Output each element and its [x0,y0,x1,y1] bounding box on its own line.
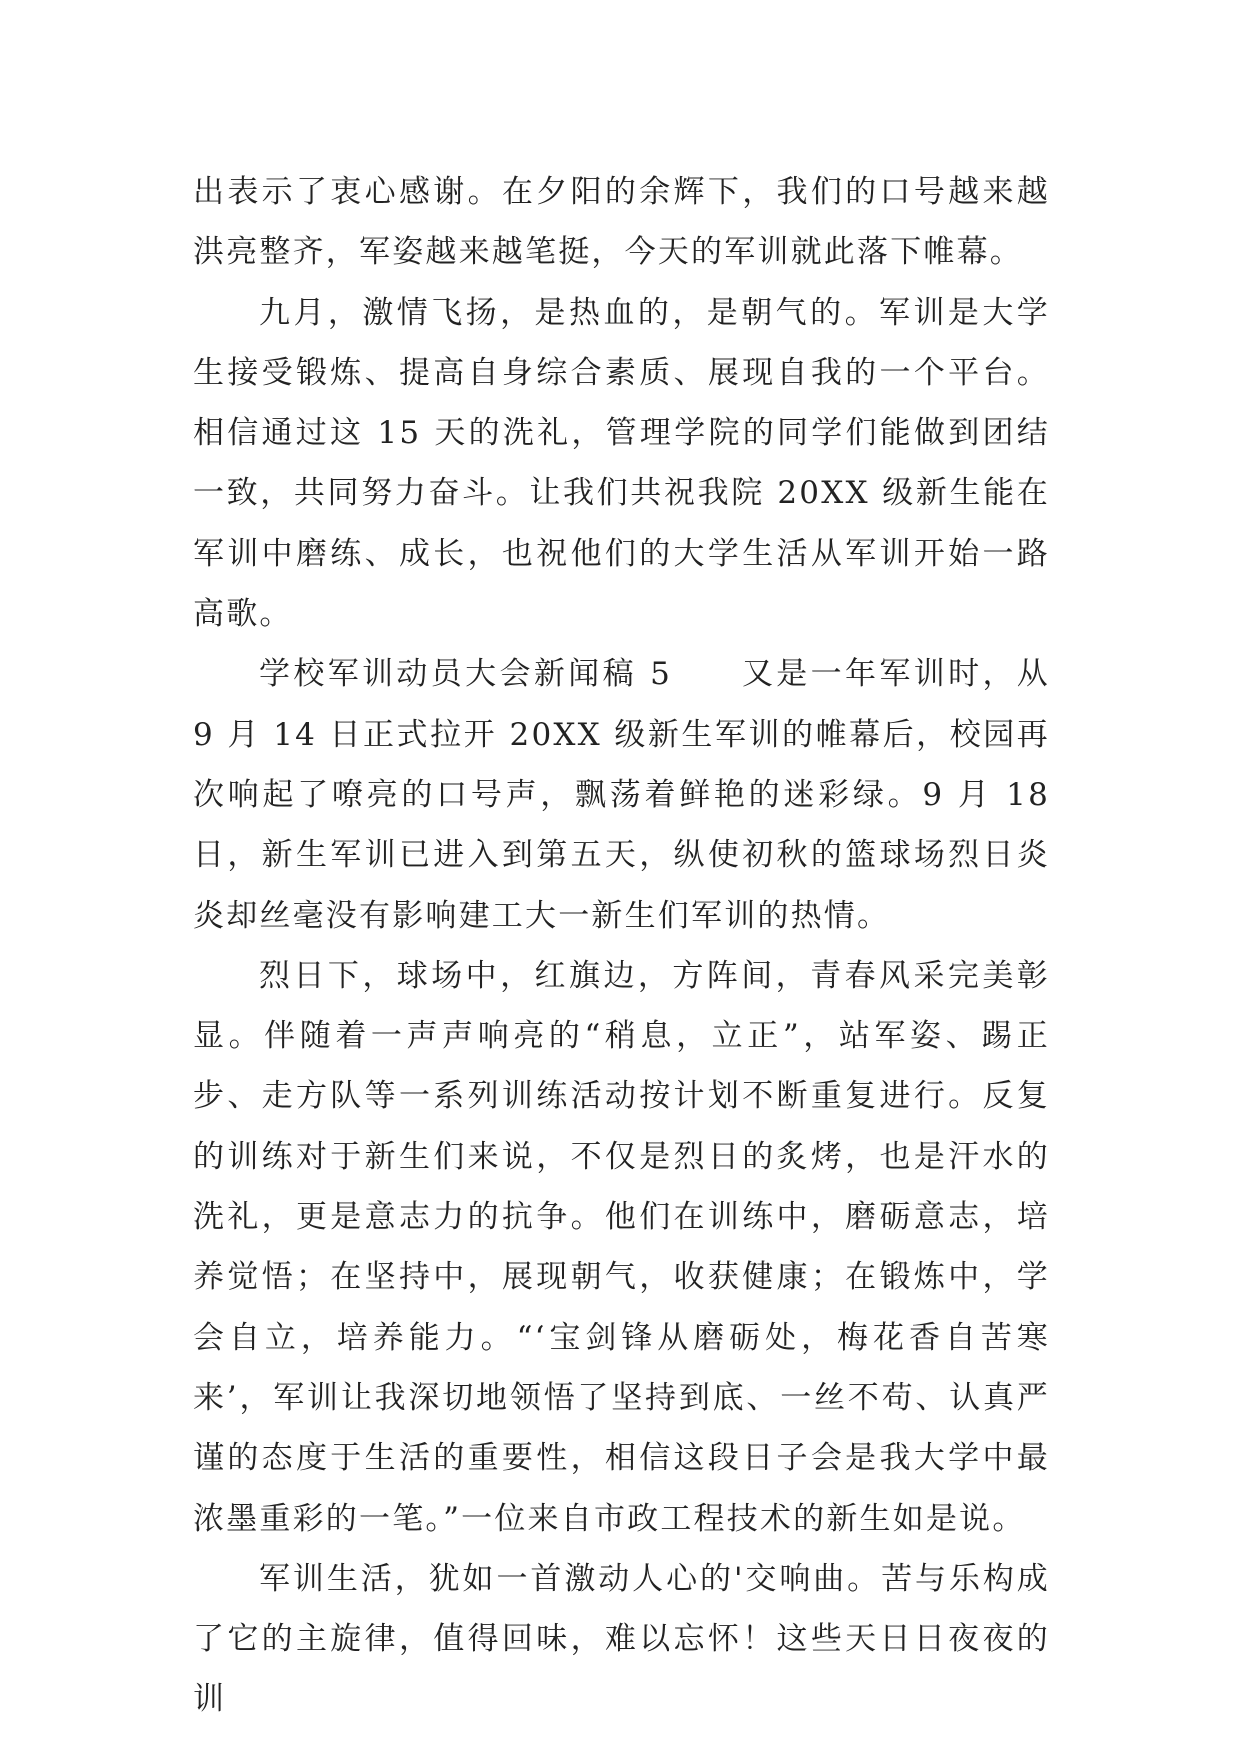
body-text [193,162,1050,1730]
paragraph-1: 出表示了衷心感谢。在夕阳的余辉下，我们的口号越来越洪亮整齐，军姿越来越笔挺，今天的军训就此落下帷幕。 [193,174,1050,271]
paragraph-2: 九月，激情飞扬，是热血的，是朝气的。军训是大学生接受锻炼、提高自身综合素质、展现自我的一个平台。相信通过这 15 天的洗礼，管理学院的同学们能做到团结一致，共同努力奋斗。让我们共祝我院 20XX 级新生能在军训中磨练、成长，也祝他们的大学生活从军训开始一路高歌。 [193,294,1050,633]
paragraph-4: 烈日下，球场中，红旗边，方阵间，青春风采完美彰显。伴随着一声声响亮的“稍息，立正”，站军姿、踢正步、走方队等一系列训练活动按计划不断重复进行。反复的训练对于新生们来说，不仅是烈日的炙烤，也是汗水的洗礼，更是意志力的抗争。他们在训练中，磨砺意志，培养觉悟；在坚持中，展现朝气，收获健康；在锻炼中，学会自立，培养能力。“‘宝剑锋从磨砺处，梅花香自苦寒来’，军训让我深切地领悟了坚持到底、一丝不苟、认真严谨的态度于生活的重要性，相信这段日子会是我大学中最浓墨重彩的一笔。”一位来自市政工程技术的新生如是说。 [193,957,1050,1537]
paragraph-5: 军训生活，犹如一首激动人心的'交响曲。苦与乐构成了它的主旋律，值得回味，难以忘怀！这些天日日夜夜的训 [193,1560,1050,1718]
paragraph-3: 学校军训动员大会新闻稿 5 又是一年军训时，从 9 月 14 日正式拉开 20XX 级新生军训的帷幕后，校园再次响起了嘹亮的口号声，飘荡着鲜艳的迷彩绿。9 月 18 日，新生军训已进入到第五天，纵使初秋的篮球场烈日炎炎却丝毫没有影响建工大一新生们军训的热情。 [193,656,1050,934]
